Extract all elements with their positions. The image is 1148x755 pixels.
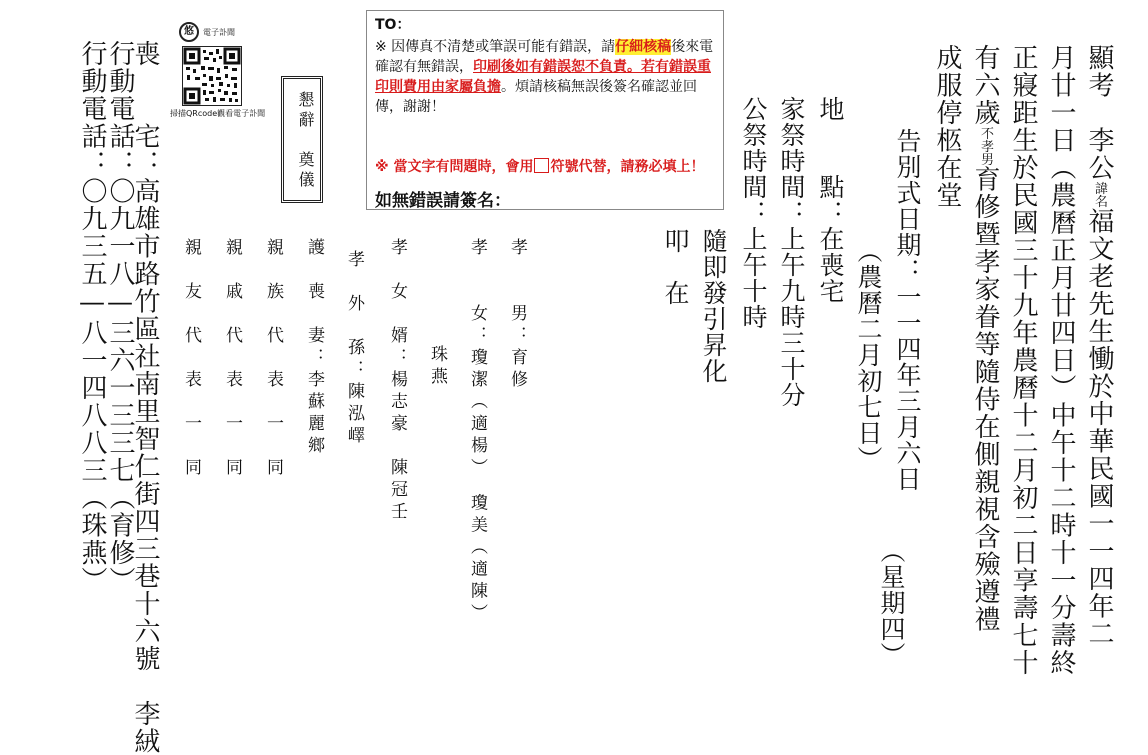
kowtow-line: 叩 在: [661, 228, 690, 306]
obit-col-1b: 福文老先生慟於中華民國一一四年二: [1084, 207, 1114, 648]
family-relatives-rep: 親 戚 代 表 一 同: [222, 238, 242, 480]
family-grandson: 孝 外 孫：陳泓嶧: [344, 250, 364, 448]
family-son-in-law: 孝 女 婿：楊志豪 陳冠壬: [387, 238, 407, 524]
procession-line: 隨即發引昇化: [699, 228, 728, 384]
notice-text-1: ※ 因傳真不清楚或筆誤可能有錯誤，請: [375, 39, 616, 55]
qr-caption: 掃描QRcode觀看電子訃聞: [170, 109, 266, 118]
notice-liability: 印刷後如有錯誤恕不負責。若有錯誤重印則費用由家屬負擔: [375, 59, 711, 95]
family-daughter: 孝 女：瓊潔（適楊） 瓊美（適陳）: [467, 238, 487, 626]
obit-col-4b: 育修暨孝家眷等隨侍在側親視含殮遵禮: [970, 165, 1000, 633]
notice-paragraph: [375, 37, 720, 117]
obit-col-3: 正寢距生於民國三十九年農曆十二月初二日享壽七十: [1008, 44, 1038, 677]
placeholder-box-icon: [534, 158, 549, 173]
lunar-date: （農曆二月初七日）: [854, 238, 883, 472]
family-service-time: 家祭時間：上午九時三十分: [777, 96, 806, 408]
notice-warning-1: ※ 當文字有問題時，會用: [375, 159, 534, 175]
obit-col-4-small: 不孝男: [978, 126, 993, 166]
obit-col-5: 成服停柩在堂: [932, 44, 962, 209]
obit-col-4a: 有六歲: [970, 44, 1000, 127]
qr-code-icon: [182, 46, 242, 106]
qr-logo-icon: 悠: [179, 22, 199, 42]
contact-home: 喪 宅：高雄市路竹區社南里智仁街四三巷十六號 李絨: [130, 40, 160, 755]
proofing-notice: [366, 10, 724, 210]
notice-warning: [375, 157, 720, 177]
notice-text-5: 。煩請核稿無誤後簽名確認並回傳，謝謝！: [375, 79, 697, 115]
declines-frame: [281, 76, 323, 203]
notice-to: TO：: [375, 17, 411, 33]
funeral-date: 告別式日期：一一四年三月六日: [893, 128, 922, 492]
funeral-weekday: （星期四）: [877, 538, 906, 668]
obit-col-4: [972, 44, 998, 633]
location: 地 點：在喪宅: [816, 96, 845, 304]
obit-col-1: [1086, 44, 1112, 648]
family-daughter-2: 珠燕: [427, 345, 447, 389]
family-son: 孝 男：育修: [507, 238, 527, 392]
declines-text: 懇辭 奠儀: [296, 91, 315, 191]
notice-text-3: 後來電確認有無錯誤，: [375, 39, 714, 75]
family-clan-rep: 親 族 代 表 一 同: [263, 238, 283, 480]
qr-brand: 電子訃聞: [203, 28, 235, 37]
notice-warning-2: 符號代替，請務必填上！: [550, 159, 705, 175]
public-service-time: 公祭時間：上午十時: [739, 96, 768, 330]
obit-col-1-small: 諱名: [1092, 181, 1107, 208]
family-wife: 護 喪 妻：李蘇麗鄉: [304, 238, 324, 458]
family-friends-rep: 親 友 代 表 一 同: [181, 238, 201, 480]
obit-col-1a: 顯考 李公: [1084, 44, 1114, 182]
obit-col-2: 月廿一日（農曆正月廿四日）中午十二時十一分壽終: [1046, 44, 1076, 677]
signature-prompt[interactable]: 如無錯誤請簽名：: [375, 191, 511, 211]
notice-highlight: 仔細核稿: [615, 39, 672, 55]
contact-phone-2: 行動電話：〇九三五—八一四八八三（珠燕）: [77, 40, 107, 594]
contact-phone-1: 行動電話：〇九一八—三六一三三七（育修）: [105, 40, 135, 594]
